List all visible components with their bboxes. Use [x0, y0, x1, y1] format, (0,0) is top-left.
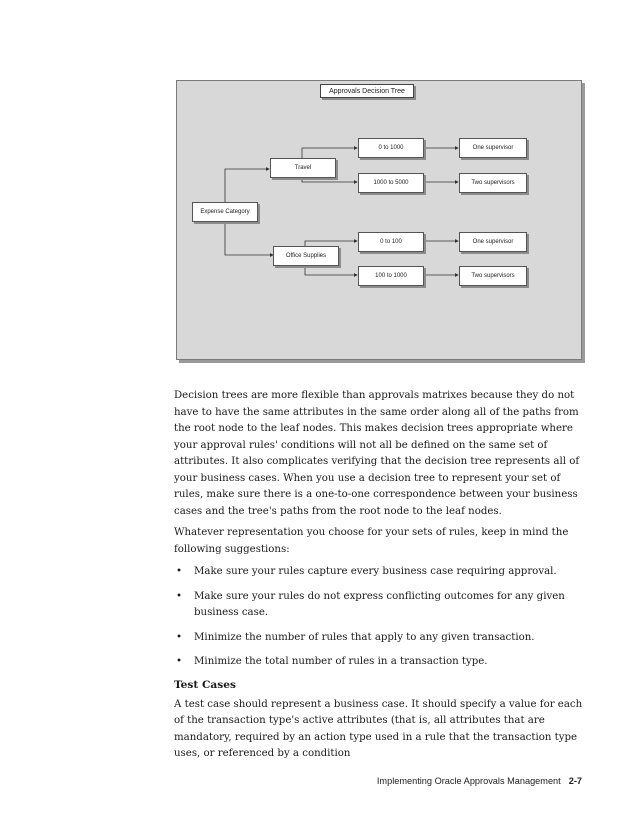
- node-office-outcome-one: One supervisor: [459, 232, 527, 252]
- bullet-icon: •: [176, 590, 183, 602]
- suggestions-list: [174, 564, 584, 671]
- paragraph-decision-trees: Decision trees are more flexible than approvals matrixes because they do not have to have the same attributes in the same order along all of the paths from the root node to the leaf nodes. This makes decision trees appropriate where your approval rules' conditions will not all be defined on the same set of attributes. It also complicates verifying that the decision tree represents all of your business cases. When you use a decision tree to represent your set of rules, make sure there is a one-to-one correspondence between your business cases and the tree's paths from the root node to the leaf nodes.: [174, 390, 580, 517]
- edge-travel-range1: [302, 148, 357, 158]
- node-office-supplies: Office Supplies: [273, 246, 339, 266]
- list-item: • Make sure your rules capture every business case requiring approval.: [174, 564, 584, 581]
- paragraph-suggestions-intro: Whatever representation you choose for your sets of rules, keep in mind the following suggestions:: [174, 527, 569, 555]
- list-item: • Minimize the number of rules that apply to any given transaction.: [174, 630, 584, 647]
- bullet-icon: •: [176, 631, 183, 643]
- list-item: • Make sure your rules do not express conflicting outcomes for any given business case.: [176, 590, 565, 618]
- paragraph-test-cases: A test case should represent a business case. It should specify a value for each of the transaction type's active attributes (that is, all attributes that are mandatory, required by an action type used in a rule that the transaction type uses, or referenced by a condition: [174, 698, 583, 759]
- node-expense-category: Expense Category: [192, 202, 258, 222]
- approvals-decision-tree-diagram: [176, 80, 582, 360]
- body-text: [174, 388, 584, 763]
- footer-chapter-title: Implementing Oracle Approvals Management: [376, 776, 561, 786]
- node-travel-range-0-1000: 0 to 1000: [358, 138, 424, 158]
- node-travel-outcome-two: Two supervisors: [459, 173, 527, 193]
- edge-root-travel: [225, 169, 269, 202]
- list-item: • Minimize the total number of rules in a transaction type.: [174, 654, 584, 671]
- node-travel-outcome-one: One supervisor: [459, 138, 527, 158]
- node-office-outcome-two: Two supervisors: [459, 266, 527, 286]
- node-office-range-0-100: 0 to 100: [358, 232, 424, 252]
- diagram-title: Approvals Decision Tree: [320, 84, 414, 98]
- footer-page-number: 2-7: [568, 776, 582, 786]
- node-travel-range-1000-5000: 1000 to 5000: [358, 173, 424, 193]
- edge-root-office: [225, 222, 273, 255]
- bullet-icon: •: [176, 656, 183, 667]
- node-office-range-100-1000: 100 to 1000: [358, 266, 424, 286]
- section-heading-test-cases: Test Cases: [174, 678, 236, 691]
- node-travel: Travel: [270, 158, 336, 178]
- bullet-icon: •: [176, 566, 183, 577]
- page-footer: [377, 776, 582, 786]
